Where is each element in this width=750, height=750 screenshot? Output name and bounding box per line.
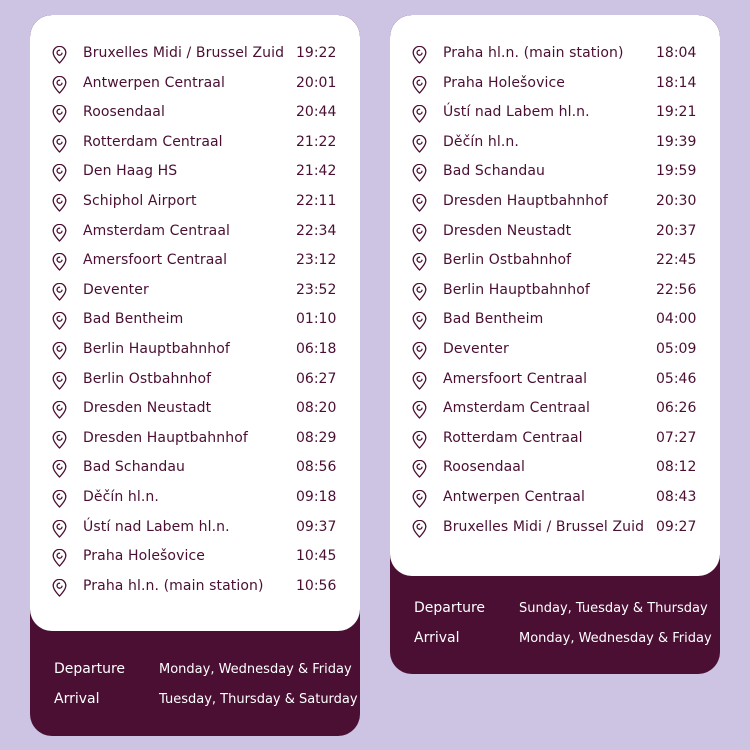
- stop-time: 20:30: [656, 193, 697, 209]
- stop-row: [390, 43, 720, 67]
- stop-row: [390, 428, 720, 452]
- stop-name: Berlin Ostbahnhof: [83, 371, 212, 387]
- location-pin-icon: [52, 312, 67, 330]
- stop-time: 09:27: [656, 519, 697, 535]
- stop-name: Rotterdam Centraal: [83, 134, 223, 150]
- stop-time: 09:37: [296, 519, 337, 535]
- arrival-label: Arrival: [54, 691, 100, 707]
- stop-time: 21:22: [296, 134, 337, 150]
- stop-name: Bad Schandau: [83, 459, 185, 475]
- stop-row: [30, 43, 360, 67]
- stop-time: 22:11: [296, 193, 337, 209]
- stop-row: [30, 73, 360, 97]
- stop-time: 06:18: [296, 341, 337, 357]
- stop-row: [30, 309, 360, 333]
- stop-row: [30, 132, 360, 156]
- stop-time: 09:18: [296, 489, 337, 505]
- stop-name: Amersfoort Centraal: [443, 371, 588, 387]
- location-pin-icon: [52, 135, 67, 153]
- departure-row: [390, 600, 720, 622]
- stop-row: [390, 517, 720, 541]
- location-pin-icon: [412, 372, 427, 390]
- stop-name: Dresden Hauptbahnhof: [83, 430, 248, 446]
- stop-row: [390, 309, 720, 333]
- stop-row: [30, 191, 360, 215]
- stop-row: [30, 161, 360, 185]
- location-pin-icon: [412, 253, 427, 271]
- stop-time: 04:00: [656, 311, 697, 327]
- stop-name: Praha hl.n. (main station): [83, 578, 264, 594]
- location-pin-icon: [52, 579, 67, 597]
- stop-row: [390, 102, 720, 126]
- stop-row: [30, 517, 360, 541]
- stop-name: Roosendaal: [83, 104, 165, 120]
- location-pin-icon: [412, 312, 427, 330]
- location-pin-icon: [412, 342, 427, 360]
- departure-row: [30, 661, 360, 683]
- stop-time: 19:59: [656, 163, 697, 179]
- stop-row: [30, 487, 360, 511]
- stop-time: 20:01: [296, 75, 337, 91]
- stop-time: 20:37: [656, 223, 697, 239]
- stop-name: Schiphol Airport: [83, 193, 197, 209]
- stop-row: [390, 191, 720, 215]
- stop-row: [390, 73, 720, 97]
- stop-name: Rotterdam Centraal: [443, 430, 583, 446]
- stop-row: [390, 339, 720, 363]
- stop-name: Dresden Hauptbahnhof: [443, 193, 608, 209]
- stop-time: 06:26: [656, 400, 697, 416]
- stop-name: Dresden Neustadt: [83, 400, 212, 416]
- departure-label: Departure: [414, 600, 486, 616]
- timetable-card-outbound: [30, 15, 360, 736]
- stop-time: 08:12: [656, 459, 697, 475]
- stop-time: 07:27: [656, 430, 697, 446]
- stop-time: 10:56: [296, 578, 337, 594]
- stop-name: Amsterdam Centraal: [83, 223, 231, 239]
- location-pin-icon: [412, 401, 427, 419]
- stop-time: 10:45: [296, 548, 337, 564]
- stop-row: [30, 457, 360, 481]
- location-pin-icon: [52, 401, 67, 419]
- stop-name: Děčín hl.n.: [443, 134, 519, 150]
- stop-time: 08:56: [296, 459, 337, 475]
- stop-row: [30, 398, 360, 422]
- stop-row: [30, 339, 360, 363]
- stop-time: 06:27: [296, 371, 337, 387]
- stop-row: [390, 221, 720, 245]
- location-pin-icon: [52, 164, 67, 182]
- departure-days: Monday, Wednesday & Friday: [159, 662, 352, 677]
- arrival-label: Arrival: [414, 630, 460, 646]
- stop-name: Děčín hl.n.: [83, 489, 159, 505]
- stop-name: Praha Holešovice: [83, 548, 205, 564]
- stop-list-return: [390, 15, 720, 576]
- location-pin-icon: [412, 135, 427, 153]
- stop-row: [30, 369, 360, 393]
- stop-name: Praha Holešovice: [443, 75, 565, 91]
- stop-name: Berlin Ostbahnhof: [443, 252, 572, 268]
- location-pin-icon: [412, 490, 427, 508]
- stop-time: 08:20: [296, 400, 337, 416]
- stop-row: [390, 487, 720, 511]
- stop-time: 08:43: [656, 489, 697, 505]
- location-pin-icon: [412, 224, 427, 242]
- location-pin-icon: [52, 431, 67, 449]
- location-pin-icon: [52, 342, 67, 360]
- location-pin-icon: [52, 520, 67, 538]
- stop-name: Amersfoort Centraal: [83, 252, 228, 268]
- location-pin-icon: [412, 283, 427, 301]
- timetable-card-return: [390, 15, 720, 674]
- location-pin-icon: [52, 105, 67, 123]
- stop-name: Berlin Hauptbahnhof: [443, 282, 590, 298]
- stop-time: 20:44: [296, 104, 337, 120]
- location-pin-icon: [52, 549, 67, 567]
- stop-name: Roosendaal: [443, 459, 525, 475]
- stop-time: 22:34: [296, 223, 337, 239]
- stop-name: Bad Bentheim: [83, 311, 184, 327]
- arrival-days: Tuesday, Thursday & Saturday: [159, 692, 358, 707]
- stop-name: Bruxelles Midi / Brussel Zuid: [443, 519, 645, 535]
- departure-label: Departure: [54, 661, 126, 677]
- stop-time: 19:22: [296, 45, 337, 61]
- stop-list-outbound: [30, 15, 360, 631]
- location-pin-icon: [412, 105, 427, 123]
- stop-name: Bad Bentheim: [443, 311, 544, 327]
- stop-name: Praha hl.n. (main station): [443, 45, 624, 61]
- location-pin-icon: [52, 253, 67, 271]
- location-pin-icon: [412, 460, 427, 478]
- location-pin-icon: [412, 76, 427, 94]
- stop-name: Deventer: [83, 282, 149, 298]
- arrival-row: [390, 630, 720, 652]
- location-pin-icon: [412, 520, 427, 538]
- stop-time: 22:56: [656, 282, 697, 298]
- stop-name: Ústí nad Labem hl.n.: [83, 519, 230, 535]
- stop-name: Berlin Hauptbahnhof: [83, 341, 230, 357]
- stop-row: [390, 161, 720, 185]
- location-pin-icon: [52, 460, 67, 478]
- location-pin-icon: [412, 431, 427, 449]
- stop-time: 22:45: [656, 252, 697, 268]
- location-pin-icon: [52, 46, 67, 64]
- location-pin-icon: [52, 283, 67, 301]
- stop-time: 05:46: [656, 371, 697, 387]
- stop-name: Bruxelles Midi / Brussel Zuid: [83, 45, 285, 61]
- stop-time: 08:29: [296, 430, 337, 446]
- stop-time: 18:14: [656, 75, 697, 91]
- stop-time: 18:04: [656, 45, 697, 61]
- stop-row: [390, 398, 720, 422]
- stop-time: 21:42: [296, 163, 337, 179]
- stop-row: [390, 280, 720, 304]
- stop-time: 23:52: [296, 282, 337, 298]
- stop-row: [30, 280, 360, 304]
- stop-time: 01:10: [296, 311, 337, 327]
- location-pin-icon: [412, 46, 427, 64]
- stop-row: [30, 576, 360, 600]
- location-pin-icon: [52, 76, 67, 94]
- stop-row: [390, 132, 720, 156]
- stop-name: Amsterdam Centraal: [443, 400, 591, 416]
- stop-row: [390, 457, 720, 481]
- arrival-row: [30, 691, 360, 713]
- stop-name: Deventer: [443, 341, 509, 357]
- stop-row: [30, 102, 360, 126]
- location-pin-icon: [52, 490, 67, 508]
- stop-name: Den Haag HS: [83, 163, 178, 179]
- stop-name: Antwerpen Centraal: [83, 75, 225, 91]
- location-pin-icon: [52, 224, 67, 242]
- stop-row: [30, 250, 360, 274]
- stop-time: 23:12: [296, 252, 337, 268]
- stop-time: 05:09: [656, 341, 697, 357]
- location-pin-icon: [412, 194, 427, 212]
- location-pin-icon: [52, 194, 67, 212]
- location-pin-icon: [52, 372, 67, 390]
- stop-row: [30, 546, 360, 570]
- stop-name: Bad Schandau: [443, 163, 545, 179]
- stop-time: 19:21: [656, 104, 697, 120]
- stop-name: Ústí nad Labem hl.n.: [443, 104, 590, 120]
- stop-row: [30, 428, 360, 452]
- arrival-days: Monday, Wednesday & Friday: [519, 631, 712, 646]
- stop-row: [390, 250, 720, 274]
- location-pin-icon: [412, 164, 427, 182]
- stop-name: Dresden Neustadt: [443, 223, 572, 239]
- stop-name: Antwerpen Centraal: [443, 489, 585, 505]
- stop-time: 19:39: [656, 134, 697, 150]
- stop-row: [390, 369, 720, 393]
- departure-days: Sunday, Tuesday & Thursday: [519, 601, 708, 616]
- stop-row: [30, 221, 360, 245]
